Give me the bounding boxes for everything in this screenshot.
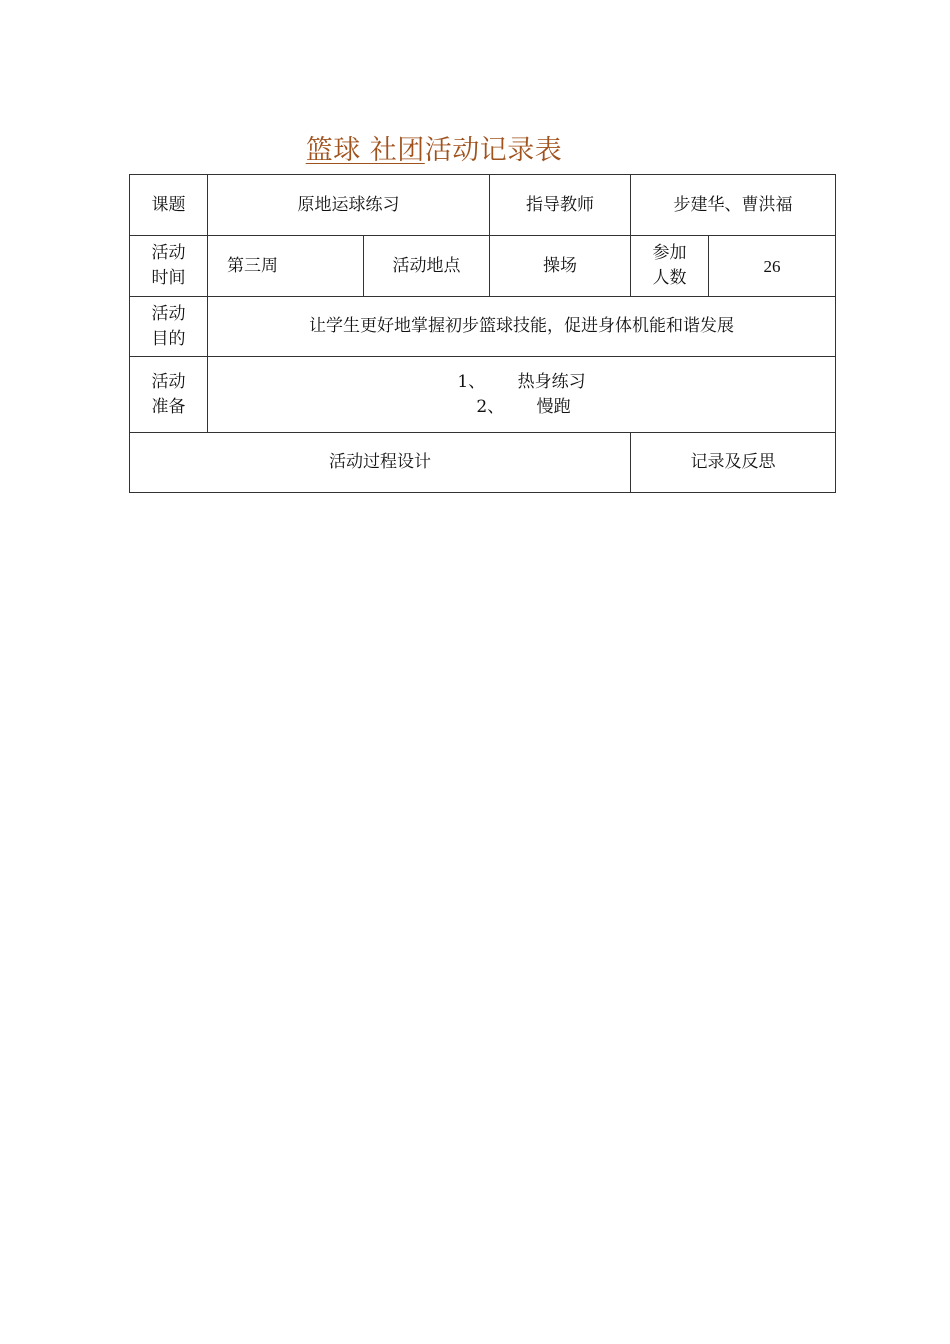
goal-label [130, 297, 208, 357]
place-value: 操场 [490, 236, 631, 297]
goal-value: 让学生更好地掌握初步篮球技能，促进身体机能和谐发展 [208, 297, 836, 357]
table-row-prep [130, 357, 836, 433]
count-label [631, 236, 709, 297]
topic-label: 课题 [130, 175, 208, 236]
prep-items [208, 357, 836, 433]
time-label [130, 236, 208, 297]
title-rest: 活动记录表 [424, 135, 563, 166]
reflection-label: 记录及反思 [631, 433, 836, 493]
time-value: 第三周 [208, 236, 364, 297]
table-row-time [130, 236, 836, 297]
prep-label-line2: 准备 [151, 396, 186, 417]
time-label-line2: 时间 [151, 268, 186, 288]
topic-value: 原地运球练习 [208, 175, 490, 236]
count-label-line1: 参加 [652, 243, 687, 263]
prep-item: 1、 热身练习 [457, 371, 586, 392]
place-label: 活动地点 [364, 236, 490, 297]
teacher-value: 步建华、曹洪福 [631, 175, 836, 236]
table-row-topic [130, 175, 836, 236]
prep-label [130, 357, 208, 433]
activity-record-table [129, 174, 836, 493]
prep-label-line1: 活动 [151, 371, 186, 392]
title-underlined: 篮球 社团 [305, 135, 425, 166]
teacher-label: 指导教师 [490, 175, 631, 236]
count-label-line2: 人数 [652, 268, 687, 288]
goal-label-line2: 目的 [151, 328, 186, 349]
page-title [0, 128, 868, 167]
process-label: 活动过程设计 [130, 433, 631, 493]
table-row-process [130, 433, 836, 493]
count-value: 26 [709, 236, 836, 297]
goal-label-line1: 活动 [151, 303, 186, 324]
table-row-goal [130, 297, 836, 357]
time-label-line1: 活动 [151, 243, 186, 263]
prep-item: 2、 慢跑 [476, 396, 571, 417]
